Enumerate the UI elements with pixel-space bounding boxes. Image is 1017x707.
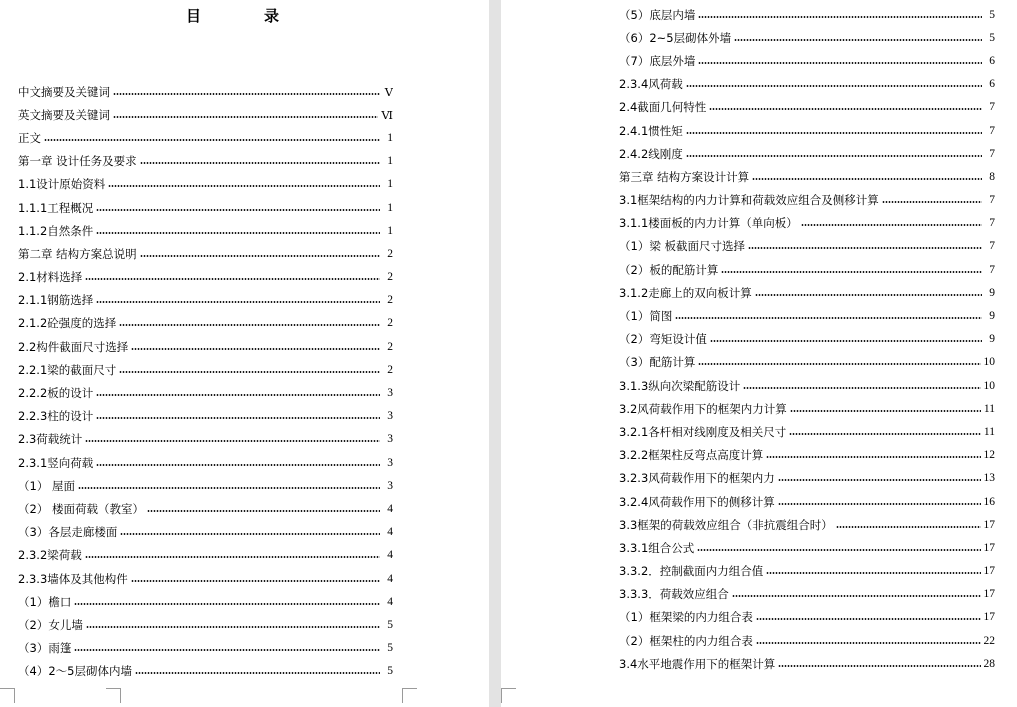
page-gutter bbox=[489, 0, 501, 707]
toc-page-number: 17 bbox=[983, 611, 995, 624]
toc-entry-text: 正文 bbox=[18, 130, 41, 145]
toc-entry-text: 3.1.2走廊上的双向板计算 bbox=[619, 285, 752, 300]
toc-dot-leader bbox=[686, 132, 982, 134]
toc-page-number: 2 bbox=[387, 340, 393, 353]
toc-page-number: 3 bbox=[387, 410, 393, 423]
toc-entry[interactable] bbox=[619, 73, 995, 96]
toc-entry[interactable] bbox=[18, 521, 393, 544]
toc-dot-leader bbox=[752, 178, 982, 180]
toc-dot-leader bbox=[96, 232, 380, 234]
toc-entry-text: （2）女儿墙 bbox=[18, 617, 83, 632]
toc-dot-leader bbox=[686, 85, 982, 87]
toc-dot-leader bbox=[119, 371, 380, 373]
toc-entry-text: （6）2~5层砌体外墙 bbox=[619, 30, 732, 45]
toc-dot-leader bbox=[113, 116, 378, 118]
toc-page-number: 22 bbox=[983, 634, 995, 647]
toc-entry[interactable] bbox=[18, 405, 393, 428]
toc-page-number: 17 bbox=[983, 541, 995, 554]
toc-entry[interactable] bbox=[18, 381, 393, 404]
toc-page-number: 1 bbox=[387, 224, 393, 237]
toc-entry-text: （1）简图 bbox=[619, 309, 673, 324]
toc-page-number: 10 bbox=[983, 379, 995, 392]
toc-entry-text: 3.2.3风荷载作用下的框架内力 bbox=[619, 471, 775, 486]
toc-entry-text: 2.1.2砼强度的选择 bbox=[18, 316, 117, 331]
toc-page-number: 17 bbox=[983, 518, 995, 531]
toc-entry[interactable] bbox=[619, 467, 995, 490]
toc-page-number: 10 bbox=[983, 356, 995, 369]
toc-page-number: 11 bbox=[983, 402, 995, 415]
toc-dot-leader bbox=[697, 549, 980, 551]
toc-dot-leader bbox=[96, 464, 380, 466]
margin-corner-mark bbox=[0, 688, 15, 703]
toc-page-number: 7 bbox=[989, 101, 995, 114]
toc-entry-text: （1）梁 板截面尺寸选择 bbox=[619, 239, 745, 254]
toc-page-number: 28 bbox=[983, 657, 995, 670]
toc-page-number: 1 bbox=[387, 201, 393, 214]
toc-entry-text: 2.4.2线刚度 bbox=[619, 146, 683, 161]
toc-page-number: 2 bbox=[387, 294, 393, 307]
toc-dot-leader bbox=[120, 533, 380, 535]
toc-dot-leader bbox=[698, 16, 982, 18]
toc-entry-text: （7）底层外墙 bbox=[619, 53, 696, 68]
toc-entry-text: 2.3.3墙体及其他构件 bbox=[18, 571, 128, 586]
toc-dot-leader bbox=[756, 642, 981, 644]
toc-entry[interactable] bbox=[18, 544, 393, 567]
toc-page-number: Ⅴ bbox=[384, 86, 393, 99]
toc-entry[interactable] bbox=[619, 583, 995, 606]
toc-entry[interactable] bbox=[619, 351, 995, 374]
toc-entry-text: 3.1框架结构的内力计算和荷载效应组合及侧移计算 bbox=[619, 193, 879, 208]
toc-entry-text: 2.3.4风荷载 bbox=[619, 77, 683, 92]
toc-page-number: 1 bbox=[387, 155, 393, 168]
toc-dot-leader bbox=[756, 618, 981, 620]
toc-entry-text: 2.2构件截面尺寸选择 bbox=[18, 339, 129, 354]
toc-dot-leader bbox=[734, 39, 982, 41]
toc-page-number: 3 bbox=[387, 456, 393, 469]
toc-page-number: 2 bbox=[387, 247, 393, 260]
toc-title: 目 录 bbox=[185, 7, 303, 25]
toc-page-number: 1 bbox=[387, 178, 393, 191]
toc-dot-leader bbox=[78, 487, 380, 489]
toc-entry-text: （2）板的配筋计算 bbox=[619, 262, 719, 277]
toc-page-number: 8 bbox=[989, 170, 995, 183]
toc-entry[interactable] bbox=[619, 96, 995, 119]
toc-dot-leader bbox=[790, 410, 981, 412]
toc-dot-leader bbox=[85, 556, 380, 558]
toc-entry-text: 第二章 结构方案总说明 bbox=[18, 246, 137, 261]
toc-dot-leader bbox=[675, 317, 982, 319]
toc-dot-leader bbox=[778, 479, 981, 481]
toc-dot-leader bbox=[147, 510, 380, 512]
toc-entry-text: 3.2风荷载作用下的框架内力计算 bbox=[619, 401, 787, 416]
toc-entry-text: 2.4.1惯性矩 bbox=[619, 123, 683, 138]
toc-entry[interactable] bbox=[619, 652, 995, 675]
margin-corner-mark bbox=[501, 688, 516, 703]
toc-dot-leader bbox=[131, 348, 380, 350]
toc-entry[interactable] bbox=[619, 397, 995, 420]
toc-dot-leader bbox=[74, 649, 380, 651]
toc-entry[interactable] bbox=[619, 235, 995, 258]
toc-page-number: Ⅵ bbox=[381, 109, 393, 122]
toc-entry-text: （2）弯矩设计值 bbox=[619, 332, 707, 347]
toc-entry[interactable] bbox=[619, 119, 995, 142]
toc-entry[interactable] bbox=[619, 49, 995, 72]
toc-page-number: 9 bbox=[989, 310, 995, 323]
toc-dot-leader bbox=[882, 201, 982, 203]
margin-corner-mark bbox=[106, 688, 121, 703]
toc-page-number: 11 bbox=[983, 425, 995, 438]
toc-entry-text: 2.3.1竖向荷载 bbox=[18, 455, 94, 470]
toc-entry[interactable] bbox=[619, 189, 995, 212]
toc-page-number: 4 bbox=[387, 549, 393, 562]
toc-entry-text: 第三章 结构方案设计计算 bbox=[619, 169, 750, 184]
toc-entry-text: 3.3.2．控制截面内力组合值 bbox=[619, 564, 764, 579]
toc-entry[interactable] bbox=[619, 3, 995, 26]
toc-entry-text: 3.4水平地震作用下的框架计算 bbox=[619, 656, 776, 671]
toc-entry-text: 3.2.4风荷载作用下的侧移计算 bbox=[619, 494, 775, 509]
toc-page-number: 6 bbox=[989, 54, 995, 67]
toc-entry[interactable] bbox=[18, 126, 393, 149]
toc-entry[interactable] bbox=[619, 304, 995, 327]
toc-dot-leader bbox=[96, 301, 380, 303]
toc-page-number: 3 bbox=[387, 387, 393, 400]
toc-page-number: 2 bbox=[387, 317, 393, 330]
toc-entry[interactable] bbox=[619, 444, 995, 467]
toc-dot-leader bbox=[710, 340, 982, 342]
toc-dot-leader bbox=[96, 209, 380, 211]
toc-entry[interactable] bbox=[18, 80, 393, 103]
toc-dot-leader bbox=[698, 62, 982, 64]
toc-entry[interactable] bbox=[18, 266, 393, 289]
toc-entry[interactable] bbox=[619, 165, 995, 188]
toc-dot-leader bbox=[748, 247, 982, 249]
toc-entry-text: （1）檐口 bbox=[18, 594, 72, 609]
toc-entry[interactable] bbox=[619, 490, 995, 513]
toc-page-number: 7 bbox=[989, 217, 995, 230]
toc-entry[interactable] bbox=[18, 103, 393, 126]
toc-dot-leader bbox=[698, 363, 980, 365]
toc-entry[interactable] bbox=[619, 142, 995, 165]
toc-page-number: 6 bbox=[989, 78, 995, 91]
toc-entry-text: （4）2～5层砌体内墙 bbox=[18, 664, 132, 679]
toc-entry-text: 2.1材料选择 bbox=[18, 270, 83, 285]
toc-page-number: 4 bbox=[387, 572, 393, 585]
toc-entry-text: 2.4截面几何特性 bbox=[619, 100, 707, 115]
margin-corner-mark bbox=[402, 688, 417, 703]
toc-dot-leader bbox=[44, 139, 380, 141]
toc-page-number: 16 bbox=[983, 495, 995, 508]
toc-page-number: 2 bbox=[387, 271, 393, 284]
toc-page-number: 9 bbox=[989, 286, 995, 299]
toc-page-number: 1 bbox=[387, 131, 393, 144]
toc-dot-leader bbox=[789, 433, 981, 435]
toc-page-number: 13 bbox=[983, 472, 995, 485]
toc-page-number: 4 bbox=[387, 595, 393, 608]
toc-entry[interactable] bbox=[619, 328, 995, 351]
toc-dot-leader bbox=[836, 526, 981, 528]
toc-entry[interactable] bbox=[619, 606, 995, 629]
toc-entry-text: 2.3荷载统计 bbox=[18, 432, 83, 447]
toc-entry-text: （5）底层内墙 bbox=[619, 7, 696, 22]
toc-page-number: 7 bbox=[989, 194, 995, 207]
toc-entry[interactable] bbox=[18, 335, 393, 358]
toc-dot-leader bbox=[86, 626, 380, 628]
toc-dot-leader bbox=[755, 294, 982, 296]
toc-entry[interactable] bbox=[18, 219, 393, 242]
toc-entry[interactable] bbox=[18, 289, 393, 312]
toc-page-number: 4 bbox=[387, 526, 393, 539]
toc-entry-text: 1.1.2自然条件 bbox=[18, 223, 94, 238]
toc-list-right bbox=[619, 3, 995, 675]
toc-entry[interactable] bbox=[619, 374, 995, 397]
toc-entry[interactable] bbox=[619, 629, 995, 652]
toc-page-number: 17 bbox=[983, 588, 995, 601]
toc-entry[interactable] bbox=[18, 474, 393, 497]
toc-entry-text: 3.3框架的荷载效应组合（非抗震组合时） bbox=[619, 517, 833, 532]
toc-entry-text: （3）配筋计算 bbox=[619, 355, 696, 370]
toc-entry[interactable] bbox=[18, 497, 393, 520]
toc-entry[interactable] bbox=[18, 451, 393, 474]
toc-entry-text: 3.2.1各杆相对线刚度及相关尺寸 bbox=[619, 424, 787, 439]
toc-entry-text: 3.3.3．荷载效应组合 bbox=[619, 587, 729, 602]
toc-page-number: 5 bbox=[989, 8, 995, 21]
toc-dot-leader bbox=[131, 580, 380, 582]
toc-dot-leader bbox=[96, 417, 380, 419]
toc-entry-text: 中文摘要及关键词 bbox=[18, 84, 110, 99]
toc-dot-leader bbox=[686, 155, 982, 157]
toc-dot-leader bbox=[721, 271, 982, 273]
toc-dot-leader bbox=[140, 162, 380, 164]
toc-entry[interactable] bbox=[619, 258, 995, 281]
toc-dot-leader bbox=[778, 665, 980, 667]
toc-entry[interactable] bbox=[18, 660, 393, 683]
toc-dot-leader bbox=[766, 572, 980, 574]
toc-entry[interactable] bbox=[619, 281, 995, 304]
toc-page-number: 12 bbox=[983, 449, 995, 462]
toc-entry-text: （3）各层走廊楼面 bbox=[18, 525, 118, 540]
toc-dot-leader bbox=[743, 387, 980, 389]
toc-dot-leader bbox=[709, 108, 982, 110]
toc-entry-text: 3.1.3纵向次梁配筋设计 bbox=[619, 378, 741, 393]
toc-list-left bbox=[18, 80, 393, 683]
toc-entry-text: 2.2.3柱的设计 bbox=[18, 409, 94, 424]
toc-entry-text: （2）框架柱的内力组合表 bbox=[619, 633, 753, 648]
toc-entry[interactable] bbox=[619, 560, 995, 583]
toc-dot-leader bbox=[778, 503, 981, 505]
toc-entry[interactable] bbox=[18, 173, 393, 196]
toc-page-number: 3 bbox=[387, 479, 393, 492]
toc-entry-text: 2.1.1钢筋选择 bbox=[18, 293, 94, 308]
toc-entry-text: （3）雨篷 bbox=[18, 641, 72, 656]
toc-entry-text: 2.3.2梁荷载 bbox=[18, 548, 82, 563]
toc-page-number: 9 bbox=[989, 333, 995, 346]
toc-dot-leader bbox=[113, 93, 380, 95]
toc-entry[interactable] bbox=[18, 590, 393, 613]
toc-page-right bbox=[501, 0, 1017, 707]
toc-entry-text: 3.3.1组合公式 bbox=[619, 540, 695, 555]
toc-dot-leader bbox=[732, 595, 981, 597]
toc-page-number: 5 bbox=[989, 31, 995, 44]
toc-dot-leader bbox=[85, 440, 380, 442]
toc-entry-text: 2.2.1梁的截面尺寸 bbox=[18, 362, 117, 377]
toc-entry-text: 3.2.2框架柱反弯点高度计算 bbox=[619, 448, 764, 463]
toc-entry-text: 英文摘要及关键词 bbox=[18, 107, 110, 122]
toc-entry[interactable] bbox=[619, 536, 995, 559]
toc-dot-leader bbox=[140, 255, 380, 257]
toc-entry[interactable] bbox=[18, 637, 393, 660]
toc-entry-text: 1.1设计原始资料 bbox=[18, 177, 106, 192]
toc-page-number: 17 bbox=[983, 565, 995, 578]
toc-dot-leader bbox=[135, 672, 380, 674]
toc-dot-leader bbox=[96, 394, 380, 396]
toc-page-number: 3 bbox=[387, 433, 393, 446]
toc-dot-leader bbox=[801, 224, 982, 226]
toc-entry-text: 2.2.2板的设计 bbox=[18, 386, 94, 401]
toc-entry-text: 3.1.1楼面板的内力计算（单向板） bbox=[619, 216, 798, 231]
toc-entry[interactable] bbox=[619, 513, 995, 536]
toc-entry[interactable] bbox=[18, 613, 393, 636]
toc-entry[interactable] bbox=[18, 150, 393, 173]
toc-entry[interactable] bbox=[18, 242, 393, 265]
toc-page-number: 7 bbox=[989, 263, 995, 276]
toc-entry[interactable] bbox=[619, 420, 995, 443]
toc-page-number: 4 bbox=[387, 502, 393, 515]
toc-entry-text: （1） 屋面 bbox=[18, 478, 75, 493]
toc-entry[interactable] bbox=[619, 212, 995, 235]
toc-page-number: 5 bbox=[387, 618, 393, 631]
toc-page-number: 7 bbox=[989, 240, 995, 253]
toc-dot-leader bbox=[766, 456, 980, 458]
toc-entry[interactable] bbox=[619, 26, 995, 49]
toc-page-number: 7 bbox=[989, 147, 995, 160]
toc-page-left bbox=[0, 0, 489, 707]
toc-page-number: 2 bbox=[387, 363, 393, 376]
toc-dot-leader bbox=[119, 324, 380, 326]
toc-entry[interactable] bbox=[18, 428, 393, 451]
toc-dot-leader bbox=[74, 603, 380, 605]
toc-dot-leader bbox=[108, 185, 380, 187]
toc-entry-text: （2） 楼面荷载（教室） bbox=[18, 501, 144, 516]
toc-entry[interactable] bbox=[18, 358, 393, 381]
toc-entry-text: 第一章 设计任务及要求 bbox=[18, 154, 137, 169]
toc-entry[interactable] bbox=[18, 196, 393, 219]
toc-entry[interactable] bbox=[18, 312, 393, 335]
toc-page-number: 5 bbox=[387, 642, 393, 655]
toc-page-number: 7 bbox=[989, 124, 995, 137]
toc-entry[interactable] bbox=[18, 567, 393, 590]
toc-entry-text: （1）框架梁的内力组合表 bbox=[619, 610, 753, 625]
toc-page-number: 5 bbox=[387, 665, 393, 678]
toc-dot-leader bbox=[85, 278, 380, 280]
toc-entry-text: 1.1.1工程概况 bbox=[18, 200, 94, 215]
